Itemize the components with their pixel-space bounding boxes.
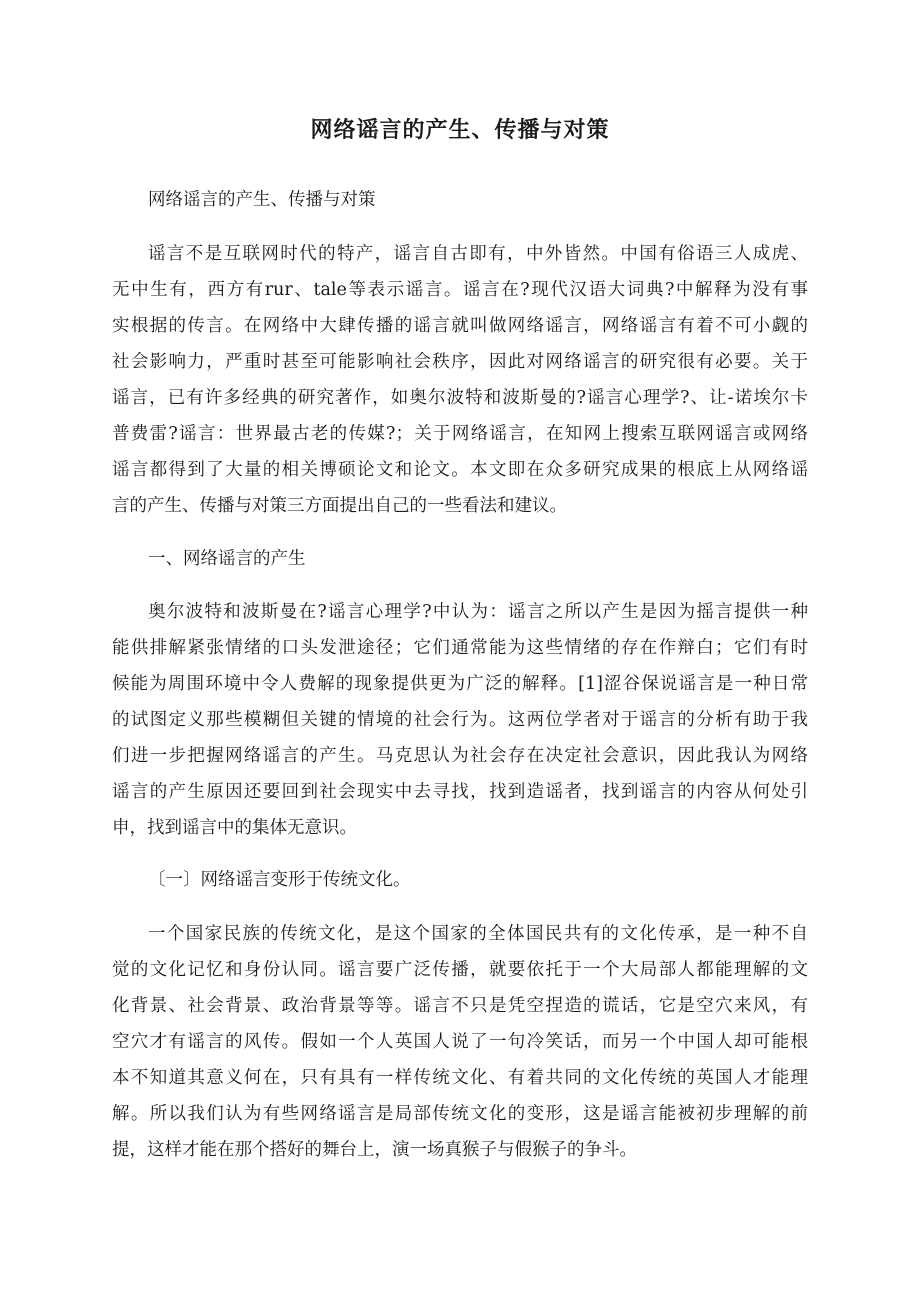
text-line: 本不知道其意义何在，只有具有一样传统文化、有着共同的文化传统的英国人才能理 [112,1068,808,1088]
section-heading-1: 一、网络谣言的产生 [148,549,306,569]
text-line: 申，找到谣言中的集体无意识。 [112,818,357,838]
text-line: 奥尔波特和波斯曼在?谣言心理学?中认为：谣言之所以产生是因为摇言提供一种 [148,602,808,622]
text-line: 提，这样才能在那个搭好的舞台上，演一场真猴子与假猴子的争斗。 [112,1140,637,1160]
text-line: 社会影响力，严重时甚至可能影响社会秩序，因此对网络谣言的研究很有必要。关于 [112,352,808,372]
text-line: 解。所以我们认为有些网络谣言是局部传统文化的变形，这是谣言能被初步理解的前 [112,1104,808,1124]
text-line: 们进一步把握网络谣言的产生。马克思认为社会存在决定社会意识，因此我认为网络 [112,746,808,766]
text-line: 一个国家民族的传统文化，是这个国家的全体国民共有的文化传承，是一种不自 [148,924,808,944]
text-line: 谣言不是互联网时代的特产，谣言自古即有，中外皆然。中国有俗语三人成虎、 [148,244,808,264]
text-line: 化背景、社会背景、政治背景等等。谣言不只是凭空捏造的谎话，它是空穴来风，有 [112,996,808,1016]
text-line: 候能为周围环境中令人费解的现象提供更为广泛的解释。[1]涩谷保说谣言是一种日常 [112,674,808,694]
subsection-heading-1: 〔一〕网络谣言变形于传统文化。 [148,870,411,890]
text-line: 空穴才有谣言的风传。假如一个人英国人说了一句冷笑话，而另一个中国人却可能根 [112,1032,808,1052]
document-subtitle: 网络谣言的产生、传播与对策 [148,190,376,210]
text-line: 无中生有，西方有rur、tale等表示谣言。谣言在?现代汉语大词典?中解释为没有事 [112,280,808,300]
text-line: 觉的文化记忆和身份认同。谣言要广泛传播，就要依托于一个大局部人都能理解的文 [112,960,808,980]
text-line: 普费雷?谣言：世界最古老的传媒?；关于网络谣言，在知网上搜索互联网谣言或网络 [112,424,808,444]
text-line: 谣言的产生原因还要回到社会现实中去寻找，找到造谣者，找到谣言的内容从何处引 [112,782,808,802]
text-line: 谣言都得到了大量的相关博硕论文和论文。本文即在众多研究成果的根底上从网络谣 [112,460,808,480]
text-line: 实根据的传言。在网络中大肆传播的谣言就叫做网络谣言，网络谣言有着不可小觑的 [112,316,808,336]
text-line: 能供排解紧张情绪的口头发泄途径；它们通常能为这些情绪的存在作辩白；它们有时 [112,638,808,658]
document-title: 网络谣言的产生、传播与对策 [310,117,610,143]
text-line: 言的产生、传播与对策三方面提出自己的一些看法和建议。 [112,496,567,516]
text-line: 的试图定义那些模糊但关键的情境的社会行为。这两位学者对于谣言的分析有助于我 [112,710,808,730]
text-line: 谣言，已有许多经典的研究著作，如奥尔波特和波斯曼的?谣言心理学?、让-诺埃尔卡 [112,388,808,408]
